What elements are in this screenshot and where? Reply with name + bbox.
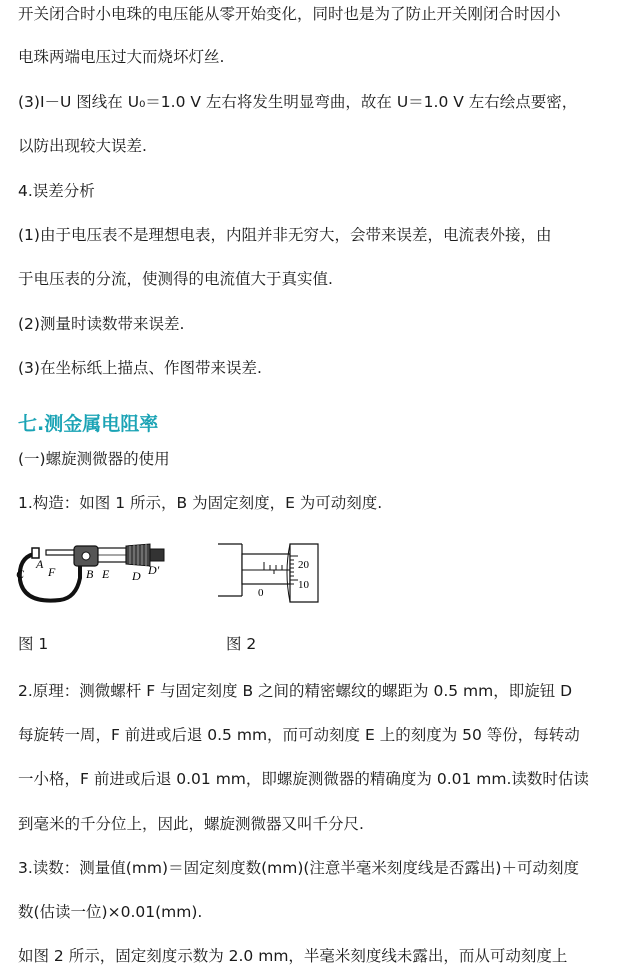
label-d-prime: D′ — [148, 563, 160, 577]
micrometer-figure — [14, 534, 174, 614]
paragraph-line: 一小格，F 前进或后退 0.01 mm，即螺旋测微器的精确度为 0.01 mm.读数时估读 — [18, 770, 589, 788]
paragraph-line: 数(估读一位)×0.01(mm). — [18, 903, 203, 921]
paragraph-line: 到毫米的千分位上，因此，螺旋测微器又叫千分尺. — [18, 815, 364, 833]
section-title: 七.测金属电阻率 — [18, 413, 159, 435]
construct-text: 1.构造：如图 1 所示，B 为固定刻度，E 为可动刻度. — [18, 494, 383, 512]
paragraph-line: (2)测量时读数带来误差. — [18, 315, 185, 333]
tick-label-20: 20 — [298, 559, 309, 571]
paragraph-line: 于电压表的分流，使测得的电流值大于真实值. — [18, 270, 333, 288]
paragraph-line: (3)I－U 图线在 U₀＝1.0 V 左右将发生明显弯曲，故在 U＝1.0 V 左右绘点要密， — [18, 93, 578, 111]
paragraph-line: 每旋转一周，F 前进或后退 0.5 mm，而可动刻度 E 上的刻度为 50 等份，每转动 — [18, 726, 580, 744]
label-f: F — [48, 565, 56, 579]
label-b: B — [86, 567, 94, 581]
label-d: D — [132, 569, 141, 583]
paragraph-line: 2.原理：测微螺杆 F 与固定刻度 B 之间的精密螺纹的螺距为 0.5 mm，即旋钮 D — [18, 682, 573, 700]
figure1-caption: 图 1 — [18, 635, 49, 653]
paragraph-line: 3.读数：测量值(mm)＝固定刻度数(mm)(注意半毫米刻度线是否露出)＋可动刻度 — [18, 859, 579, 877]
subsection-title: (一)螺旋测微器的使用 — [18, 450, 170, 468]
label-a: A — [36, 557, 44, 571]
paragraph-line: 电珠两端电压过大而烧坏灯丝. — [18, 48, 225, 66]
label-e: E — [102, 567, 110, 581]
paragraph-line: 开关闭合时小电珠的电压能从零开始变化，同时也是为了防止开关刚闭合时因小 — [18, 5, 561, 23]
paragraph-line: (3)在坐标纸上描点、作图带来误差. — [18, 359, 262, 377]
tick-label-0: 0 — [258, 587, 264, 599]
micrometer-scale-figure — [218, 538, 328, 608]
paragraph-line: (1)由于电压表不是理想电表，内阻并非无穷大，会带来误差，电流表外接，由 — [18, 226, 552, 244]
section-heading-error-analysis: 4.误差分析 — [18, 182, 95, 200]
paragraph-line: 以防出现较大误差. — [18, 137, 147, 155]
paragraph-line: 如图 2 所示，固定刻度示数为 2.0 mm，半毫米刻度线未露出，而从可动刻度上 — [18, 947, 568, 965]
tick-label-10: 10 — [298, 579, 309, 591]
figure2-caption: 图 2 — [226, 635, 257, 653]
label-c: C — [16, 567, 25, 581]
